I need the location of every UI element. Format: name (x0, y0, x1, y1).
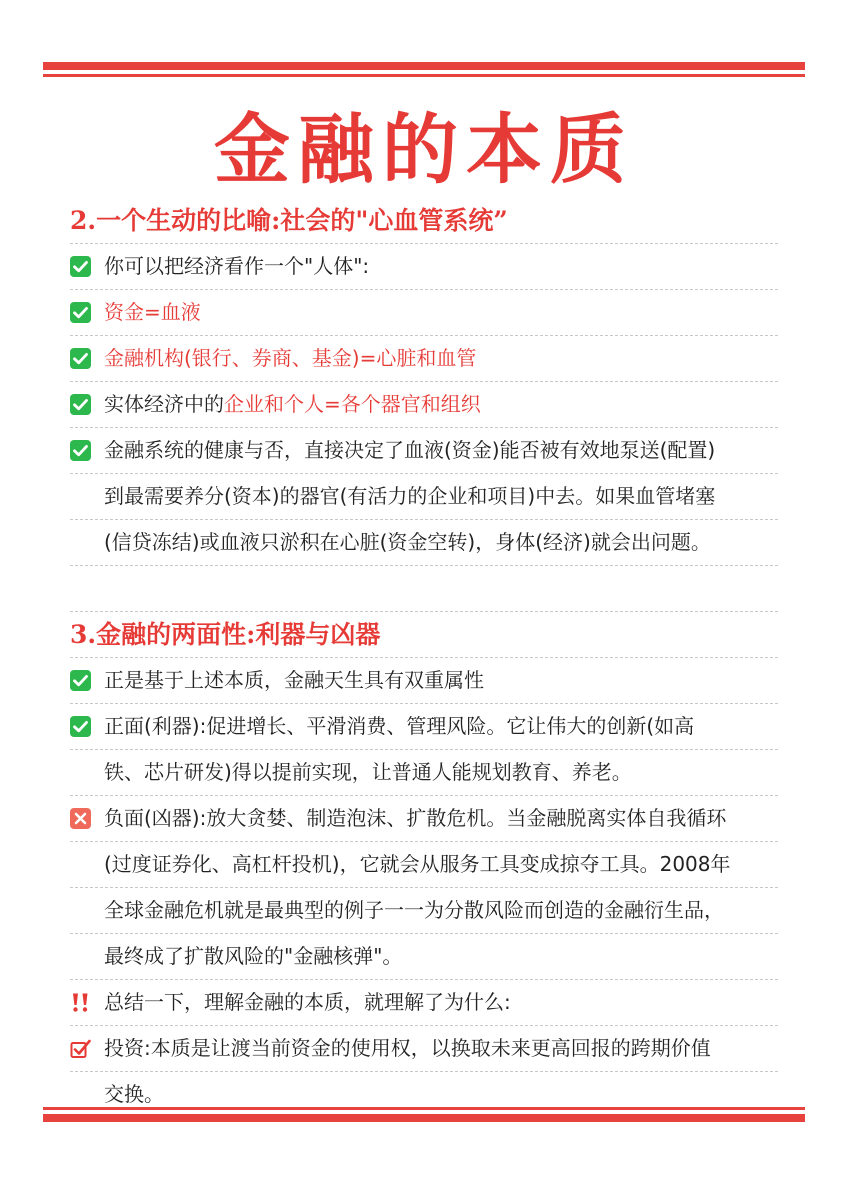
row-text (104, 796, 726, 841)
row-text (104, 980, 511, 1025)
check-box-icon (70, 716, 91, 737)
content (70, 198, 778, 1118)
section-heading-text: 3.金融的两面性:利器与凶器 (70, 620, 381, 649)
check-box-icon (70, 394, 91, 415)
list-item (70, 842, 778, 888)
list-item (70, 382, 778, 428)
list-item (70, 980, 778, 1026)
row-text (104, 750, 632, 795)
section-heading (70, 198, 778, 244)
list-item (70, 290, 778, 336)
bottom-border (43, 1107, 805, 1122)
row-text (104, 428, 715, 473)
page-title: 金融的本质 (214, 105, 634, 194)
row-text (104, 336, 476, 381)
check-box-icon (70, 256, 91, 277)
body-text: 金融系统的健康与否，直接决定了血液(资金)能否被有效地泵送(配置) (104, 438, 716, 462)
cross-box-icon (70, 808, 91, 829)
list-item (70, 796, 778, 842)
highlight-text: 资金=血液 (104, 300, 201, 324)
check-box-icon (70, 302, 91, 323)
list-item (70, 934, 778, 980)
row-text (104, 934, 402, 979)
body-text: 正面(利器):促进增长、平滑消费、管理风险。它让伟大的创新(如高 (104, 714, 695, 738)
body-text: 交换。 (104, 1082, 164, 1106)
row-text (104, 290, 201, 335)
body-text: 正是基于上述本质，金融天生具有双重属性 (104, 668, 484, 692)
body-text: 投资:本质是让渡当前资金的使用权，以换取未来更高回报的跨期价值 (104, 1036, 711, 1060)
list-item (70, 428, 778, 474)
list-item (70, 520, 778, 566)
row-text (104, 704, 694, 749)
row-text (104, 842, 731, 887)
body-text: 铁、芯片研发)得以提前实现，让普通人能规划教育、养老。 (104, 760, 632, 784)
row-text (104, 382, 481, 427)
list-item (70, 750, 778, 796)
row-text (104, 1026, 711, 1071)
list-item (70, 244, 778, 290)
row-text (104, 658, 484, 703)
body-text: 总结一下，理解金融的本质，就理解了为什么: (104, 990, 511, 1014)
list-item (70, 658, 778, 704)
spacer-row (70, 566, 778, 612)
list-item (70, 1026, 778, 1072)
row-text (104, 520, 711, 565)
body-text: 你可以把经济看作一个"人体": (104, 254, 370, 278)
body-text: (信贷冻结)或血液只淤积在心脏(资金空转)，身体(经济)就会出问题。 (104, 530, 711, 554)
row-text (104, 474, 715, 519)
body-text: 最终成了扩散风险的"金融核弹"。 (104, 944, 403, 968)
check-box-icon (70, 670, 91, 691)
section-heading-text: 2.一个生动的比喻:社会的"心血管系统” (70, 206, 508, 235)
ballot-check-icon (70, 1038, 91, 1059)
list-item (70, 336, 778, 382)
body-text: 全球金融危机就是最典型的例子一一为分散风险而创造的金融衍生品， (104, 898, 724, 922)
list-item (70, 704, 778, 750)
body-text: 到最需要养分(资本)的器官(有活力的企业和项目)中去。如果血管堵塞 (104, 484, 716, 508)
list-item (70, 888, 778, 934)
body-text: 负面(凶器):放大贪婪、制造泡沫、扩散危机。当金融脱离实体自我循环 (104, 806, 727, 830)
highlight-text: 企业和个人=各个器官和组织 (224, 392, 481, 416)
row-text (104, 888, 724, 933)
check-box-icon (70, 440, 91, 461)
check-box-icon (70, 348, 91, 369)
exclamation-icon (70, 992, 91, 1013)
section-heading (70, 612, 778, 658)
body-text: 实体经济中的 (104, 392, 224, 416)
body-text: (过度证券化、高杠杆投机)，它就会从服务工具变成掠夺工具。2008年 (104, 852, 731, 876)
highlight-text: 金融机构(银行、券商、基金)=心脏和血管 (104, 346, 477, 370)
list-item (70, 474, 778, 520)
row-text (104, 244, 369, 289)
top-border (43, 62, 805, 77)
